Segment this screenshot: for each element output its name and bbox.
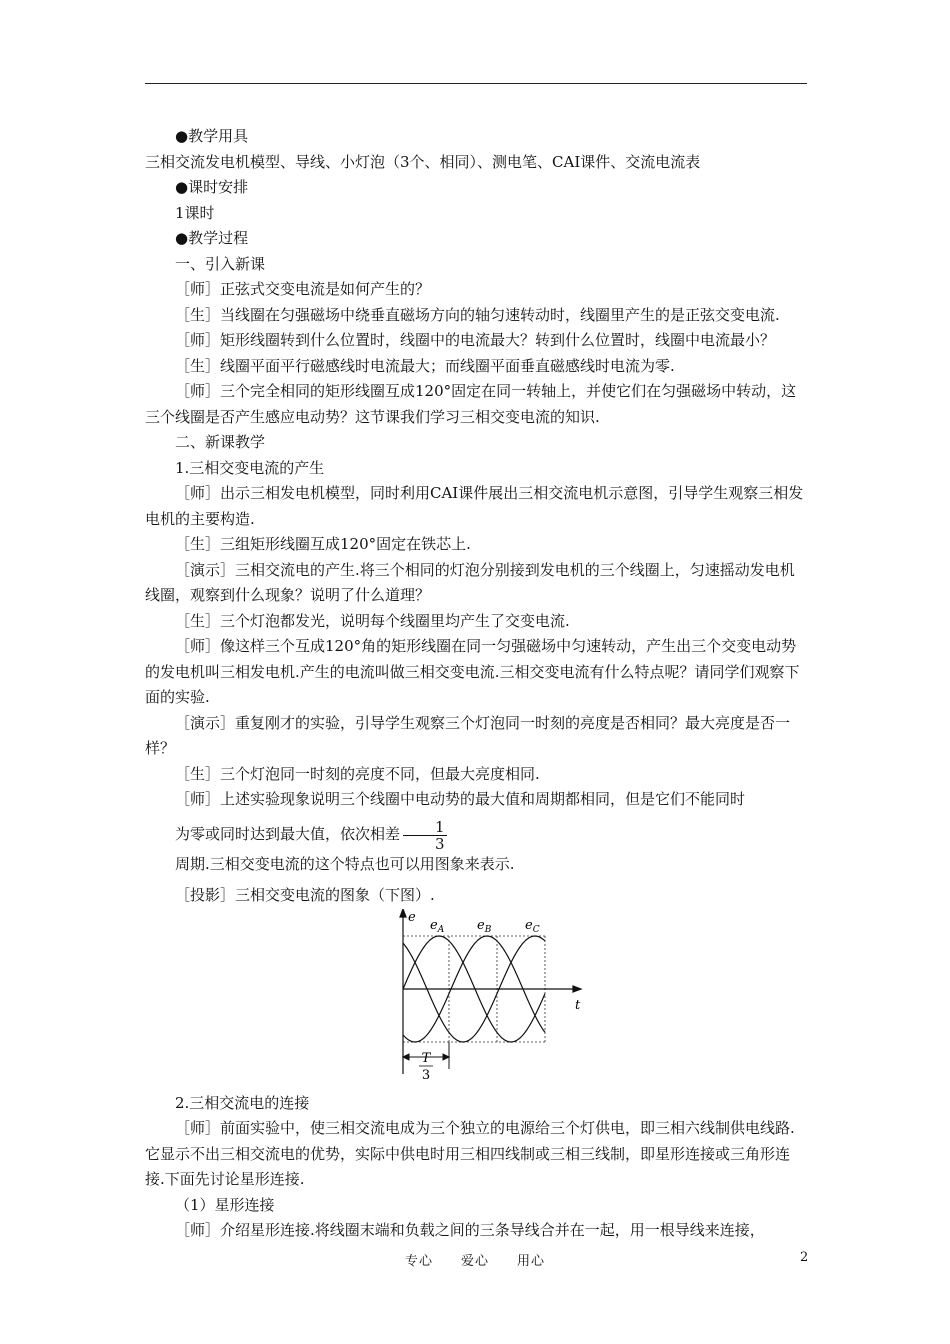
three-phase-figure [145, 909, 807, 1091]
paragraph: ［演示］三相交流电的产生.将三个相同的灯泡分别接到发电机的三个线圈上，匀速摇动发电机线圈，观察到什么现象？说明了什么道理？ [145, 560, 795, 604]
paragraph: ［师］矩形线圈转到什么位置时，线圈中的电流最大？转到什么位置时，线圈中电流最小？ [175, 331, 776, 349]
paragraph: 三相交流发电机模型、导线、小灯泡（3个、相同）、测电笔、CAI课件、交流电流表 [145, 152, 701, 171]
paragraph: ［师］三个完全相同的矩形线圈互成120°固定在同一转轴上，并使它们在匀强磁场中转动，这三个线圈是否产生感应电动势？这节课我们学习三相交变电流的知识. [145, 382, 797, 426]
paragraph: 1.三相交变电流的产生 [175, 458, 325, 477]
paragraph: ［师］上述实验现象说明三个线圈中电动势的最大值和周期都相同，但是它们不能同时 [175, 790, 746, 808]
axis-y-label: e [408, 909, 416, 925]
paragraph: 2.三相交流电的连接 [175, 1093, 310, 1112]
three-phase-graph [395, 909, 595, 1091]
axis-x-label: t [575, 997, 581, 1013]
paragraph: ［师］正弦式交变电流是如何产生的？ [175, 280, 431, 298]
fraction-one-third [403, 819, 447, 852]
fraction-text-before: 为零或同时达到最大值，依次相差 [175, 825, 401, 844]
curve-label-a: $e_A$ [430, 917, 445, 935]
projection-caption: ［投影］三相交变电流的图象（下图）. [175, 886, 435, 904]
paragraph: （1）星形连接 [175, 1195, 275, 1214]
paragraph: ［师］介绍星形连接.将线圈末端和负载之间的三条导线合并在一起，用一根导线来连接， [175, 1221, 765, 1239]
paragraph: ［生］三组矩形线圈互成120°固定在铁芯上. [175, 535, 471, 553]
paragraph: ●教学用具 [175, 127, 249, 145]
fraction-paragraph [145, 813, 807, 884]
page-number: 2 [800, 1250, 809, 1265]
paragraph: 1课时 [175, 203, 215, 222]
paragraph: 二、新课教学 [175, 433, 266, 451]
paragraph-block-after [145, 1091, 807, 1244]
curve-label-b: $e_B$ [477, 917, 492, 935]
footer-motto: 专心 爱心 用心 [404, 1254, 545, 1269]
paragraph: ［生］当线圈在匀强磁场中绕垂直磁场方向的轴匀速转动时，线圈里产生的是正弦交变电流. [175, 305, 780, 324]
paragraph: ［演示］重复刚才的实验，引导学生观察三个灯泡同一时刻的亮度是否相同？最大亮度是否一样？ [145, 713, 791, 757]
paragraph: 一、引入新课 [175, 254, 266, 273]
fraction-text-after: 周期.三相交变电流的这个特点也可以用图象来表示. [175, 854, 515, 873]
x-axis-arrow [573, 986, 581, 992]
period-denominator: 3 [421, 1067, 431, 1083]
page-body [145, 124, 807, 1244]
paragraph: ［师］前面实验中，使三相交流电成为三个独立的电源给三个灯供电，即三相六线制供电线路.它显示不出三相交流电的优势，实际中供电时用三相四线制或三相三线制，即星形连接或三角形连接.下面先讨论星形连接. [145, 1119, 795, 1188]
paragraph-block [145, 124, 807, 813]
paragraph: ［师］出示三相发电机模型，同时利用CAI课件展出三相交流电机示意图，引导学生观察三相发电机的主要构造. [145, 484, 804, 528]
curve-label-c: $e_C$ [525, 917, 540, 935]
header-rule [145, 83, 807, 84]
paragraph: ［生］线圈平面平行磁感线时电流最大；而线圈平面垂直磁感线时电流为零. [175, 356, 675, 375]
fraction-numerator: 1 [403, 819, 447, 836]
paragraph: ［生］三个灯泡同一时刻的亮度不同，但最大亮度相同. [175, 764, 540, 783]
paragraph: ●课时安排 [175, 178, 249, 196]
period-numerator: T [421, 1050, 431, 1066]
y-axis-arrow [400, 909, 406, 917]
paragraph: ［师］像这样三个互成120°角的矩形线圈在同一匀强磁场中匀速转动，产生出三个交变电动势的发电机叫三相发电机.产生的电流叫做三相交变电流.三相交变电流有什么特点呢？请同学们观察下面的实验. [145, 637, 800, 706]
fraction-denominator: 3 [435, 834, 445, 853]
paragraph: ●教学过程 [175, 229, 249, 247]
paragraph: ［生］三个灯泡都发光，说明每个线圈里均产生了交变电流. [175, 611, 570, 630]
